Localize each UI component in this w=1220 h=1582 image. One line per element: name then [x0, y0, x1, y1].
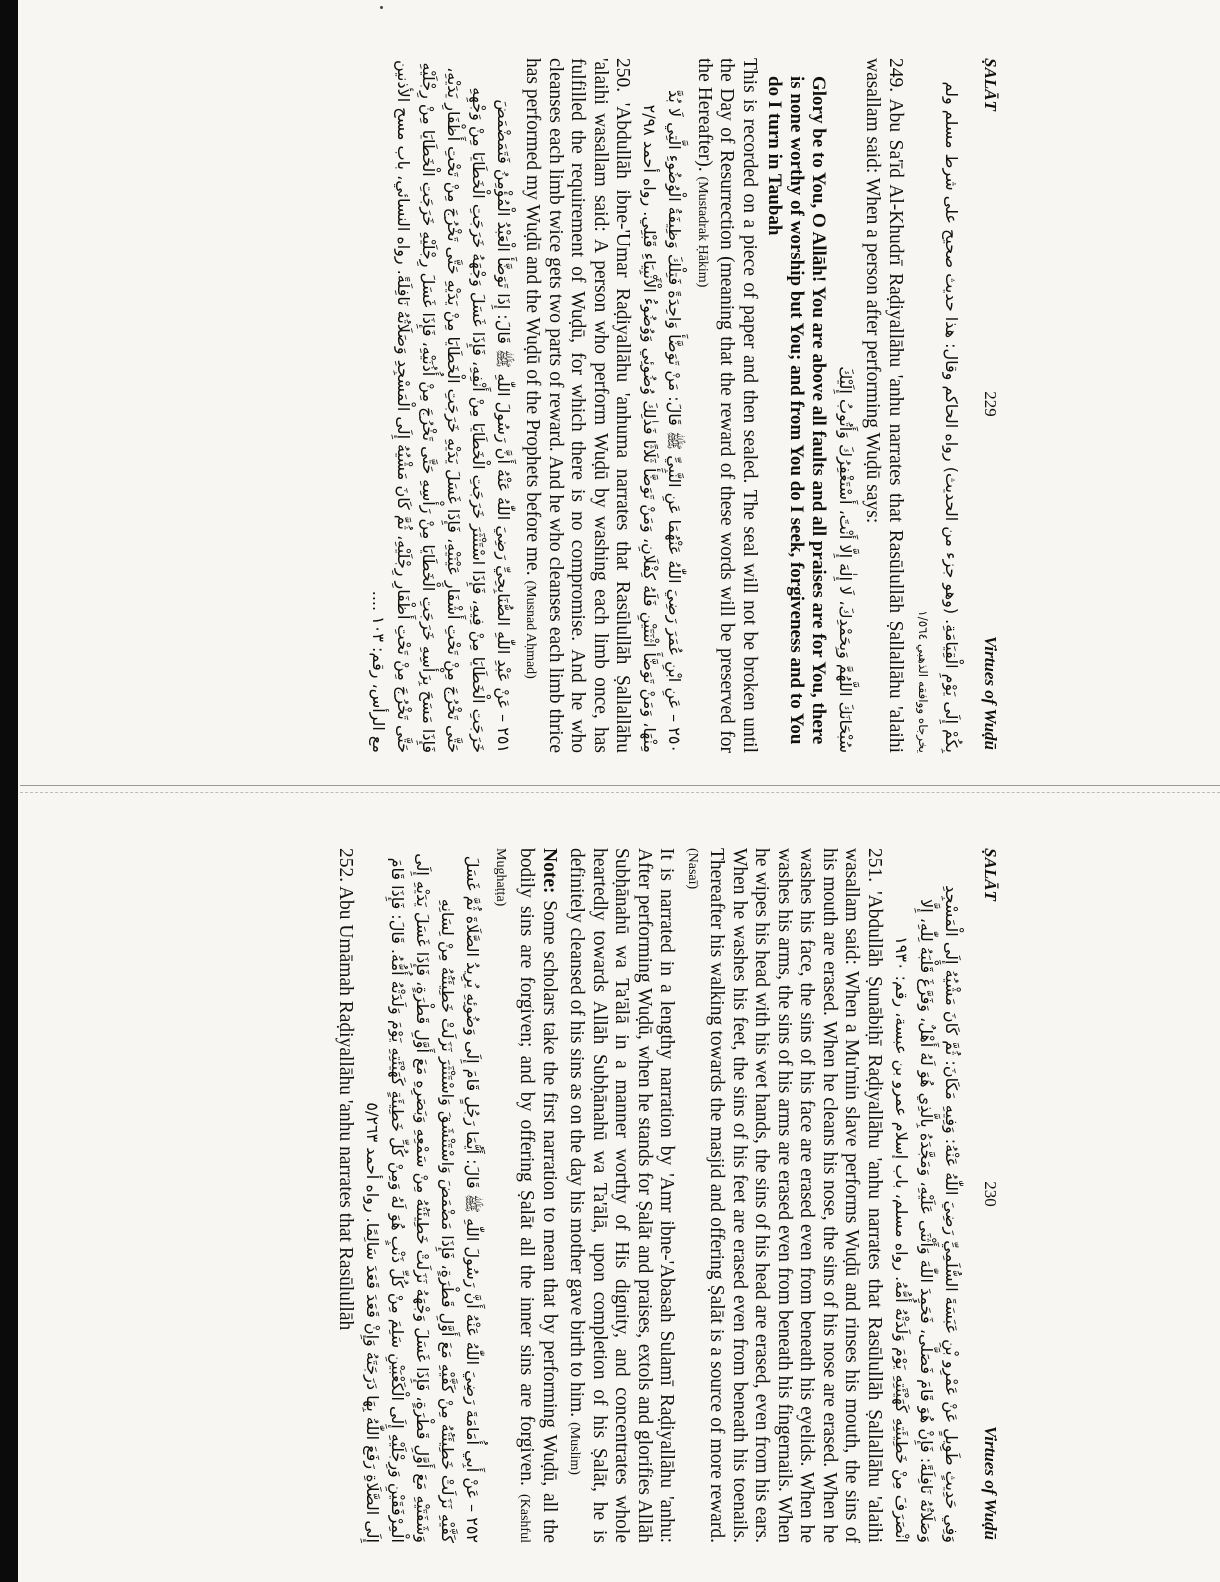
hadith-250: [519, 58, 634, 753]
note: [489, 848, 561, 1543]
hadith-text: 'Abdullāh Ṣunābiḥī Raḍiyallāhu 'anhu narrates that Rasūlullāh Ṣallallāhu 'alaihi wasallam said: When a Mu'min slave performs Wuḍū and rinses his mouth, the sins of his mouth are erased. When he cleans his nose, the sins of his nose are erased. When he washes his face, the sins of his face are erased even from beneath his eyelids. When he washes his arms, the sins of his arms are erased even from beneath his fingernails. When he wipes his head with his wet hands, the sins of his head are erased, even from his ears. When he washes his feet, the sins of his feet are erased even from beneath his toenails. Thereafter his walking towards the masjid and offering Ṣalāt is a source of more reward.: [706, 848, 885, 1544]
hadith-251: [681, 848, 886, 1543]
hadith-source: (Muslim): [567, 1422, 583, 1475]
hadith-text: Abu Sa'īd Al-Khudrī Raḍiyallāhu 'anhu narrates that Rasūlullāh Ṣallallāhu 'alaihi wasallam said: When a person after performing Wuḍū says:: [862, 58, 906, 753]
page-body: [362, 58, 964, 753]
hadith-text: 'Abdullāh ibne-'Umar Raḍiyallāhu 'anhuma narrates that Rasūlullāh Ṣallallāhu 'alaihi wasallam said: A person who perform Wuḍū by washing each limb once, has fulfilled the requirement of Wuḍū, for which there is no compromise. And he who cleanses each limb twice gets two parts of reward. And he who cleanses each limb thrice has performed my Wuḍū and the Wuḍū of the Prophets before me.: [522, 58, 634, 753]
hadith-number: 250.: [612, 58, 634, 93]
book-title: Virtues of Wuḍū: [981, 1425, 1000, 1540]
hadith-249: [861, 58, 906, 753]
book-title: Virtues of Wuḍū: [981, 635, 1000, 750]
hadith-text: It is narrated in a lengthy narration by 'Amr ibne-'Abasah Sulamī Raḍiyallāhu 'anhu: After performing Wuḍū, when he stands for Ṣalāt and praises, extols and glorifies Allāh Subḥānahū wa Ta'ālā in a manner worthy of His dignity, and concentrates whole heartedly towards Allāh Subḥānahū wa Ta'ālā, upon completion of his Ṣalāt, he is definitely cleansed of his sins as on the day his mother gave birth to him.: [566, 848, 678, 1543]
section-title: ṢALĀT: [981, 848, 1000, 901]
hadith-252-arabic: ٢٥٢ – عَنْ أَبِي أُمَامَةَ رَضِيَ اللّٰهُ عَنْهُ أَنَّ رَسُولَ اللّٰهِ ﷺ قَالَ: أَيُّمَا رَجُلٍ قَامَ إِلَى وَضُوئِهِ يُرِيدُ الصَّلَاةَ ثُمَّ غَسَلَ كَفَّيْهِ نَزَلَتْ خَطِيئَتُهُ مِنْ كَفَّيْهِ مَعَ أَوَّلِ قَطْرَةٍ، فَإِذَا مَضْمَضَ وَاسْتَنْشَقَ وَاسْتَنْثَرَ نَزَلَتْ خَطِيئَتُهُ مِنْ لِسَانِهِ وَشَفَتَيْهِ مَعَ أَوَّلِ قَطْرَةٍ، فَإِذَا غَسَلَ وَجْهَهُ نَزَلَتْ خَطِيئَتُهُ مِنْ سَمْعِهِ وَبَصَرِهِ مَعَ أَوَّلِ قَطْرَةٍ، فَإِذَا غَسَلَ يَدَيْهِ إِلَى الْمِرْفَقَيْنِ وَرِجْلَيْهِ إِلَى الْكَعْبَيْنِ سَلِمَ مِنْ كُلِّ ذَنْبٍ هُوَ لَهُ وَمِنْ كُلِّ خَطِيئَةٍ كَهَيْئَتِهِ يَوْمَ وَلَدَتْهُ أُمُّهُ. قَالَ: فَإِذَا قَامَ إِلَى الصَّلَاةِ رَفَعَ اللّٰهُ بِهَا دَرَجَتَهُ وَإِنْ قَعَدَ قَعَدَ سَالِمًا. رواه أحمد ٥/٢٦٣: [363, 853, 483, 1543]
hadith-number: 252.: [335, 848, 357, 883]
hadith-249-continuation: [691, 58, 761, 753]
page-number: 230: [981, 1181, 1000, 1207]
section-title: ṢALĀT: [981, 58, 1000, 111]
hadith-251-continuation: [563, 848, 678, 1543]
note-label: Note:: [539, 848, 560, 894]
hadith-source: (Nasaī): [685, 848, 700, 890]
hadith-text: Abu Umāmah Raḍiyallāhu 'anhu narrates that Rasūlullāh: [335, 885, 357, 1331]
arabic-continuation: بِكُمْ إِلَى يَوْمِ الْقِيَامَةِ. (وهو جزء من الحديث) رواه الحاكم وقال: هذا حديث صحيح على شرط مسلم ولم: [942, 81, 961, 753]
dua-translation: Glory be to You, O Allāh! You are above all faults and all praises are for You, there is none worthy of worship but You; and from You do I seek, forgiveness and to You do I turn in Taubah: [764, 76, 829, 745]
page-body: [331, 848, 964, 1543]
hadith-250-arabic: ٢٥٠ – عَنِ ابْنِ عُمَرَ رَضِيَ اللّٰهُ عَنْهُمَا عَنِ النَّبِيِّ ﷺ قَالَ: مَنْ تَوَضَّأَ وَاحِدَةً فَتِلْكَ وَظِيفَةُ الْوُضُوءِ الَّتِي لَا بُدَّ مِنْهَا، وَمَنْ تَوَضَّأَ اثْنَتَيْنِ فَلَهُ كِفْلَانِ، وَمَنْ تَوَضَّأَ ثَلَاثًا فَذٰلِكَ وُضُوئِي وَوُضُوءُ الْأَنْبِيَاءِ قَبْلِي. رواه أحمد ٢/٩٨: [640, 90, 685, 753]
page-229: [100, 40, 1000, 770]
page-number: 229: [981, 391, 1000, 417]
dua-arabic: سُبْحَانَكَ اللَّهُمَّ وَبِحَمْدِكَ، لَا إِلٰهَ إِلَّا أَنْتَ، أَسْتَغْفِرُكَ وَأَتُوبُ إِلَيْكَ: [836, 366, 855, 753]
hadith-source: (Musnad Aḥmad): [523, 580, 539, 679]
page-fold-line: [20, 785, 1220, 786]
hadith-252: [334, 848, 357, 1543]
note-source: (Kashful Mughaṭṭa): [493, 848, 533, 1543]
page-230: [100, 830, 1000, 1560]
page-fold-shadow: [20, 792, 1220, 793]
hadith-251-arabic: ٢٥١ – عَنْ عَبْدِ اللّٰهِ الصُّنَابِحِيِّ رَضِيَ اللّٰهُ عَنْهُ أَنَّ رَسُولَ اللّٰهِ ﷺ قَالَ: إِذَا تَوَضَّأَ الْعَبْدُ الْمُؤْمِنُ فَتَمَضْمَضَ خَرَجَتِ الْخَطَايَا مِنْ فِيهِ، فَإِذَا اسْتَنْثَرَ خَرَجَتِ الْخَطَايَا مِنْ أَنْفِهِ، فَإِذَا غَسَلَ وَجْهَهُ خَرَجَتِ الْخَطَايَا مِنْ وَجْهِهِ حَتَّى تَخْرُجَ مِنْ تَحْتِ أَشْفَارِ عَيْنَيْهِ، فَإِذَا غَسَلَ يَدَيْهِ خَرَجَتِ الْخَطَايَا مِنْ يَدَيْهِ حَتَّى تَخْرُجَ مِنْ تَحْتِ أَظْفَارِ يَدَيْهِ، فَإِذَا مَسَحَ بِرَأْسِهِ خَرَجَتِ الْخَطَايَا مِنْ رَأْسِهِ حَتَّى تَخْرُجَ مِنْ أُذُنَيْهِ، فَإِذَا غَسَلَ رِجْلَيْهِ خَرَجَتِ الْخَطَايَا مِنْ رِجْلَيْهِ حَتَّى تَخْرُجَ مِنْ تَحْتِ أَظْفَارِ رِجْلَيْهِ، ثُمَّ كَانَ مَشْيُهُ إِلَى الْمَسْجِدِ وَصَلَاتُهُ نَافِلَةً. رواه النسائي، باب مسح الأذنين مع الرأس، رقم: ١٠٣ ....: [369, 60, 513, 753]
page-header: [972, 58, 1000, 750]
note-text: Some scholars take the first narration to mean that by performing Wuḍū, all the bodily sins are forgiven; and by offering Ṣalāt all the inner sins are forgiven.: [516, 848, 560, 1544]
hadith-number: 251.: [864, 848, 885, 883]
hadith-text: This is recorded on a piece of paper and then sealed. The seal will not be broken until the Day of Resurrection (meaning that the reward of these words will be preserved for the Hereafter).: [694, 58, 760, 753]
arabic-reference: يخرجاه ووافقه الذهبي ١/٥٦٤: [916, 610, 930, 753]
book-binding-edge: [0, 0, 18, 1582]
arabic-continuation: وَفِي حَدِيثٍ طَوِيلٍ عَنْ عَمْرِو بْنِ عَبَسَةَ السُّلَمِيِّ رَضِيَ اللّٰهُ عَنْهُ: وَفِيهِ مَكَانَ: ثُمَّ كَانَ مَشْيُهُ إِلَى الْمَسْجِدِ وَصَلَاتُهُ نَافِلَةً: فَإِنْ هُوَ قَامَ فَصَلَّى، فَحَمِدَ اللّٰهَ وَأَثْنَى عَلَيْهِ، وَمَجَّدَهُ بِالَّذِي هُوَ لَهُ أَهْلٌ، وَفَرَّغَ قَلْبَهُ لِلّٰهِ، إِلَّا انْصَرَفَ مِنْ خَطِيئَتِهِ كَهَيْئَتِهِ يَوْمَ وَلَدَتْهُ أُمُّهُ. رواه مسلم، باب إسلام عمرو بن عبسة، رقم: ١٩٣٠: [892, 885, 961, 1543]
page-header: [972, 848, 1000, 1540]
hadith-number: 249.: [885, 58, 906, 93]
scan-speck: [380, 6, 383, 9]
hadith-source: (Mustadrak Ḥākim): [695, 176, 710, 288]
